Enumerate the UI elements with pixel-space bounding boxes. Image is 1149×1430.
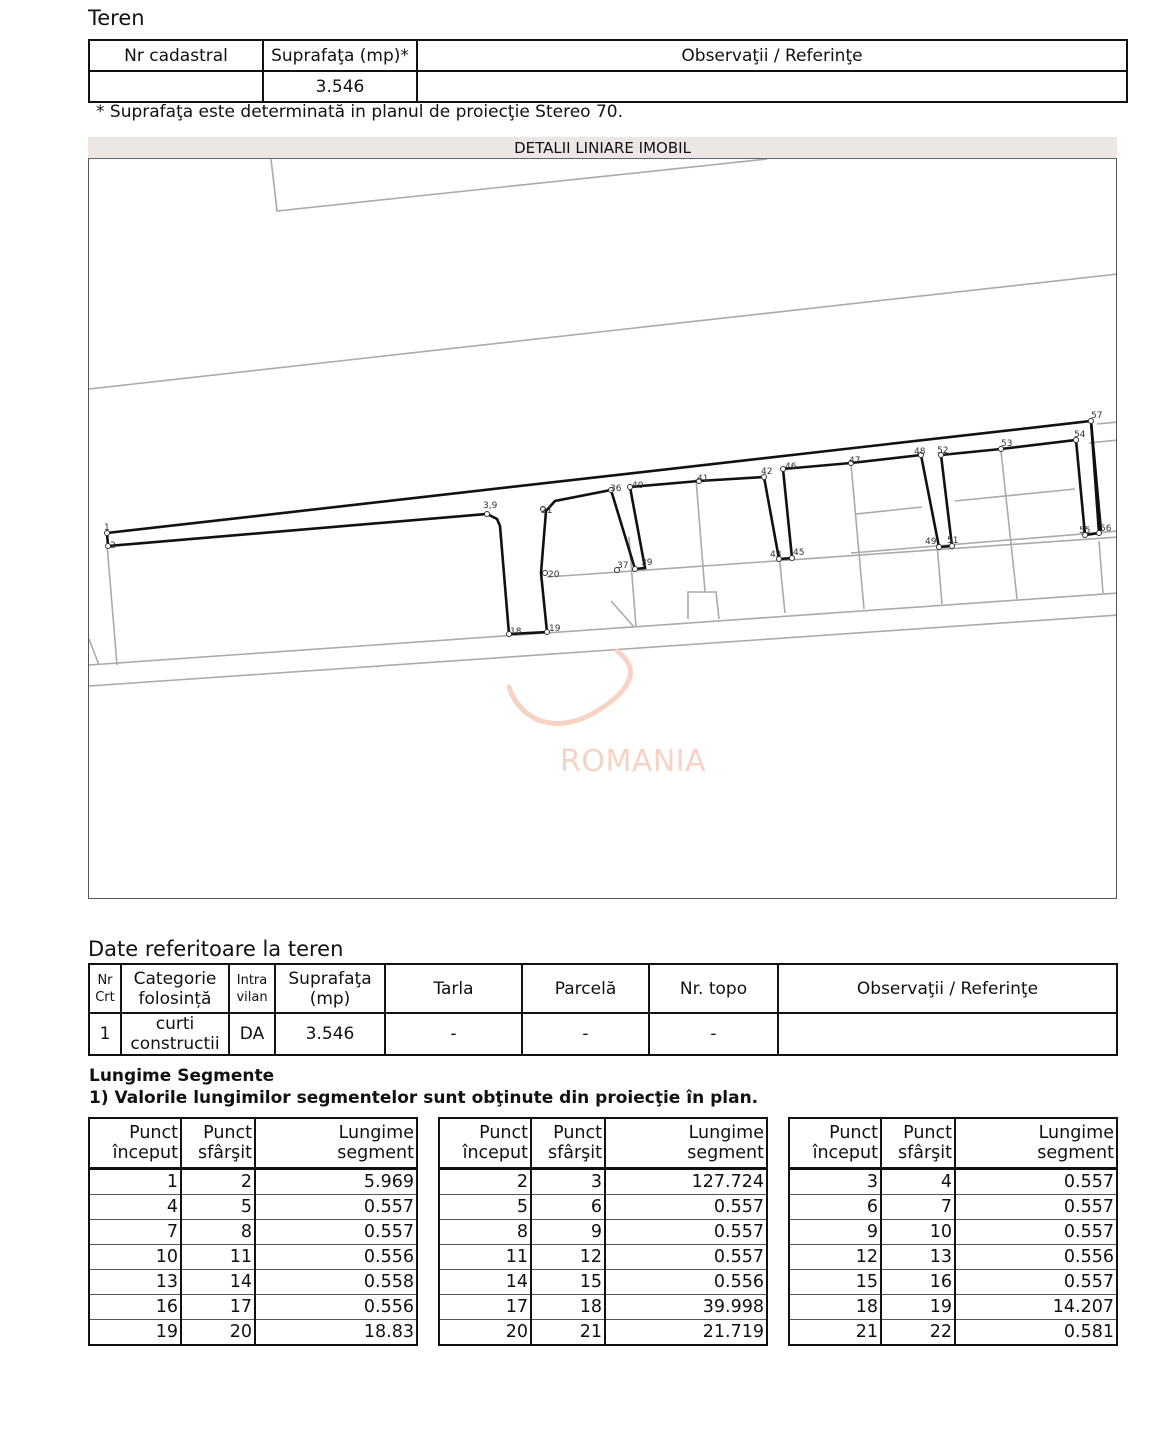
cell-punct-sfarsit: 16 bbox=[881, 1270, 955, 1295]
segment-row bbox=[789, 1220, 1117, 1245]
cell-categorie-line2: constructii bbox=[130, 1034, 220, 1054]
vertex-marker bbox=[937, 545, 942, 550]
segment-row bbox=[89, 1245, 417, 1270]
cell-punct-sfarsit: 15 bbox=[531, 1270, 605, 1295]
cell-punct-inceput: 5 bbox=[439, 1195, 531, 1220]
header-suprafata-line1: Suprafaţa bbox=[288, 968, 372, 989]
point-label: 52 bbox=[937, 446, 949, 456]
cell-punct-inceput: 21 bbox=[789, 1320, 881, 1346]
cell-punct-sfarsit: 12 bbox=[531, 1245, 605, 1270]
point-label: 53 bbox=[1001, 439, 1013, 449]
cell-lungime-segment: 0.558 bbox=[255, 1270, 417, 1295]
inner-line bbox=[937, 544, 942, 604]
cell-punct-inceput: 11 bbox=[439, 1245, 531, 1270]
cell-punct-inceput: 18 bbox=[789, 1295, 881, 1320]
point-label: 55 bbox=[1079, 526, 1091, 536]
section-title-date-teren: Date referitoare la teren bbox=[88, 937, 344, 961]
cell-punct-inceput: 14 bbox=[439, 1270, 531, 1295]
header-text: Lungime bbox=[338, 1123, 414, 1143]
cell-lungime-segment: 0.557 bbox=[955, 1195, 1117, 1220]
header-punct-sfarsit bbox=[181, 1118, 255, 1169]
point-label: 37 bbox=[617, 561, 629, 571]
point-labels bbox=[104, 411, 1112, 637]
cell-lungime-segment: 39.998 bbox=[605, 1295, 767, 1320]
segment-row bbox=[789, 1195, 1117, 1220]
section-title-teren: Teren bbox=[88, 6, 145, 30]
cell-lungime-segment: 0.556 bbox=[255, 1245, 417, 1270]
segment-row bbox=[89, 1220, 417, 1245]
header-text: segment bbox=[1037, 1143, 1114, 1163]
road-line-lower-1 bbox=[89, 593, 1117, 665]
header-intravilan bbox=[229, 964, 275, 1013]
cell-punct-inceput: 16 bbox=[89, 1295, 181, 1320]
cell-observatii-referinte bbox=[778, 1013, 1117, 1055]
cell-punct-sfarsit: 14 bbox=[181, 1270, 255, 1295]
header-text: sfârşit bbox=[547, 1143, 602, 1163]
header-lungime-segment bbox=[955, 1118, 1117, 1169]
point-label: 21 bbox=[541, 506, 553, 516]
header-text: segment bbox=[337, 1143, 414, 1163]
segment-row bbox=[789, 1169, 1117, 1195]
inner-line bbox=[779, 554, 785, 613]
segment-row bbox=[789, 1270, 1117, 1295]
cell-nr-topo: - bbox=[649, 1013, 778, 1055]
header-text: Lungime bbox=[1038, 1123, 1114, 1143]
inner-line bbox=[856, 507, 922, 514]
map-header: DETALII LINIARE IMOBIL bbox=[88, 137, 1117, 160]
cell-punct-sfarsit: 20 bbox=[181, 1320, 255, 1346]
cell-lungime-segment: 5.969 bbox=[255, 1169, 417, 1195]
cell-punct-inceput: 20 bbox=[439, 1320, 531, 1346]
segment-row bbox=[439, 1220, 767, 1245]
teren-table bbox=[88, 39, 1128, 103]
left-boundary-line bbox=[107, 544, 117, 665]
header-categorie bbox=[121, 964, 229, 1013]
cell-punct-inceput: 4 bbox=[89, 1195, 181, 1220]
cell-punct-inceput: 8 bbox=[439, 1220, 531, 1245]
cell-tarla: - bbox=[385, 1013, 522, 1055]
segment-row bbox=[789, 1245, 1117, 1270]
cell-punct-inceput: 12 bbox=[789, 1245, 881, 1270]
header-text: segment bbox=[687, 1143, 764, 1163]
cell-suprafata-mp: 3.546 bbox=[275, 1013, 385, 1055]
date-teren-table bbox=[88, 963, 1118, 1056]
point-label: 36 bbox=[610, 484, 622, 494]
header-text: început bbox=[812, 1143, 878, 1163]
inner-line bbox=[955, 489, 1075, 501]
projection-note: * Suprafaţa este determinată in planul de proiecţie Stereo 70. bbox=[96, 102, 624, 122]
cell-punct-sfarsit: 6 bbox=[531, 1195, 605, 1220]
segment-row bbox=[439, 1195, 767, 1220]
left-diagonal-line bbox=[89, 639, 99, 665]
inner-line bbox=[696, 479, 705, 592]
cell-punct-sfarsit: 19 bbox=[881, 1295, 955, 1320]
point-label: 3,9 bbox=[483, 501, 498, 511]
header-parcela: Parcelă bbox=[522, 964, 649, 1013]
vertex-markers bbox=[105, 419, 1102, 637]
cell-punct-sfarsit: 10 bbox=[881, 1220, 955, 1245]
teren-row bbox=[89, 71, 1127, 102]
section-title-lungime-segmente: Lungime Segmente bbox=[89, 1066, 275, 1086]
segment-header-row bbox=[439, 1118, 767, 1169]
segment-table-1 bbox=[88, 1117, 418, 1346]
header-text: Punct bbox=[479, 1123, 528, 1143]
cell-lungime-segment: 0.557 bbox=[955, 1169, 1117, 1195]
segment-row bbox=[89, 1320, 417, 1346]
cell-punct-sfarsit: 13 bbox=[881, 1245, 955, 1270]
cell-punct-inceput: 2 bbox=[439, 1169, 531, 1195]
point-label: 49 bbox=[925, 537, 937, 547]
point-label: 18 bbox=[510, 627, 522, 637]
outer-boundary bbox=[107, 421, 1101, 533]
cell-categorie-line1: curti bbox=[155, 1014, 195, 1034]
cell-punct-inceput: 15 bbox=[789, 1270, 881, 1295]
segment-row bbox=[789, 1295, 1117, 1320]
point-label: 40 bbox=[632, 481, 644, 491]
point-label: 2 bbox=[110, 541, 116, 551]
header-nr-crt bbox=[89, 964, 121, 1013]
header-punct-inceput bbox=[439, 1118, 531, 1169]
segment-row bbox=[439, 1295, 767, 1320]
header-text: început bbox=[462, 1143, 528, 1163]
cell-punct-inceput: 6 bbox=[789, 1195, 881, 1220]
header-intravilan-line2: vilan bbox=[236, 989, 268, 1005]
cell-lungime-segment: 0.581 bbox=[955, 1320, 1117, 1346]
lungime-note: 1) Valorile lungimilor segmentelor sunt obţinute din proiecţie în plan. bbox=[89, 1088, 759, 1108]
segment-row bbox=[89, 1270, 417, 1295]
teren-header-row bbox=[89, 40, 1127, 71]
cell-punct-inceput: 13 bbox=[89, 1270, 181, 1295]
cell-punct-sfarsit: 4 bbox=[881, 1169, 955, 1195]
point-label: 1 bbox=[104, 523, 110, 533]
cell-punct-inceput: 17 bbox=[439, 1295, 531, 1320]
segment-header-row bbox=[89, 1118, 417, 1169]
cell-lungime-segment: 0.556 bbox=[605, 1270, 767, 1295]
segment-row bbox=[439, 1169, 767, 1195]
point-label: 41 bbox=[697, 474, 709, 484]
point-label: 51 bbox=[947, 536, 959, 546]
point-label: 57 bbox=[1091, 411, 1103, 421]
watermark-swoosh bbox=[509, 651, 631, 723]
cell-punct-sfarsit: 5 bbox=[181, 1195, 255, 1220]
point-label: 54 bbox=[1074, 430, 1086, 440]
cell-lungime-segment: 0.557 bbox=[605, 1245, 767, 1270]
cell-punct-inceput: 1 bbox=[89, 1169, 181, 1195]
segment-table-3 bbox=[788, 1117, 1118, 1346]
cell-lungime-segment: 0.557 bbox=[955, 1270, 1117, 1295]
header-lungime-segment bbox=[605, 1118, 767, 1169]
point-label: 39 bbox=[641, 558, 653, 568]
cell-lungime-segment: 0.557 bbox=[255, 1220, 417, 1245]
header-nr-crt-line2: Crt bbox=[95, 989, 115, 1005]
cell-lungime-segment: 0.556 bbox=[255, 1295, 417, 1320]
cell-punct-sfarsit: 7 bbox=[881, 1195, 955, 1220]
point-label: 19 bbox=[549, 624, 561, 634]
point-label: 47 bbox=[849, 456, 861, 466]
cell-nr-crt: 1 bbox=[89, 1013, 121, 1055]
small-building bbox=[688, 592, 719, 619]
cell-observatii bbox=[417, 71, 1127, 102]
vertex-marker bbox=[633, 567, 638, 572]
header-observatii: Observaţii / Referinţe bbox=[417, 40, 1127, 71]
point-label: 48 bbox=[914, 447, 926, 457]
cell-lungime-segment: 21.719 bbox=[605, 1320, 767, 1346]
point-label: 56 bbox=[1100, 524, 1112, 534]
cell-punct-inceput: 9 bbox=[789, 1220, 881, 1245]
cell-punct-sfarsit: 8 bbox=[181, 1220, 255, 1245]
header-nr-crt-line1: Nr bbox=[97, 972, 113, 988]
inner-line bbox=[851, 464, 864, 609]
neighbour-parcel-line bbox=[271, 159, 767, 211]
date-teren-row bbox=[89, 1013, 1117, 1055]
cell-punct-sfarsit: 2 bbox=[181, 1169, 255, 1195]
segment-header-row bbox=[789, 1118, 1117, 1169]
header-lungime-segment bbox=[255, 1118, 417, 1169]
cell-punct-inceput: 7 bbox=[89, 1220, 181, 1245]
segment-row bbox=[89, 1169, 417, 1195]
road-line-upper bbox=[89, 274, 1117, 389]
header-punct-inceput bbox=[789, 1118, 881, 1169]
header-text: sfârşit bbox=[197, 1143, 252, 1163]
cell-punct-sfarsit: 3 bbox=[531, 1169, 605, 1195]
parcel-boundary bbox=[107, 421, 1101, 634]
inner-line bbox=[851, 531, 1117, 553]
segment-2-18 bbox=[108, 421, 1099, 634]
inner-line bbox=[1001, 451, 1017, 599]
point-label: 42 bbox=[761, 467, 773, 477]
cell-intravilan: DA bbox=[229, 1013, 275, 1055]
header-punct-sfarsit bbox=[881, 1118, 955, 1169]
header-text: Punct bbox=[203, 1123, 252, 1143]
vertex-marker bbox=[485, 512, 490, 517]
segment-row bbox=[439, 1245, 767, 1270]
segment-row bbox=[89, 1195, 417, 1220]
cell-suprafata: 3.546 bbox=[263, 71, 417, 102]
header-tarla: Tarla bbox=[385, 964, 522, 1013]
road-line-lower-2 bbox=[89, 615, 1117, 686]
watermark-text: ROMANIA bbox=[560, 744, 707, 779]
point-label: 43 bbox=[770, 550, 782, 560]
header-observatii-referinte: Observaţii / Referinţe bbox=[778, 964, 1117, 1013]
cell-punct-inceput: 10 bbox=[89, 1245, 181, 1270]
cell-lungime-segment: 127.724 bbox=[605, 1169, 767, 1195]
segment-row bbox=[439, 1270, 767, 1295]
map-drawing bbox=[89, 159, 1117, 899]
header-text: Punct bbox=[129, 1123, 178, 1143]
inner-line bbox=[611, 601, 634, 627]
header-text: Lungime bbox=[688, 1123, 764, 1143]
header-suprafata-mp bbox=[275, 964, 385, 1013]
header-nr-topo: Nr. topo bbox=[649, 964, 778, 1013]
header-intravilan-line1: Intra bbox=[236, 972, 268, 988]
cell-punct-sfarsit: 17 bbox=[181, 1295, 255, 1320]
context-lines bbox=[89, 159, 1117, 686]
cell-lungime-segment: 0.557 bbox=[605, 1195, 767, 1220]
header-punct-sfarsit bbox=[531, 1118, 605, 1169]
header-suprafata: Suprafaţa (mp)* bbox=[263, 40, 417, 71]
point-label: 20 bbox=[548, 570, 560, 580]
cell-lungime-segment: 18.83 bbox=[255, 1320, 417, 1346]
cell-parcela: - bbox=[522, 1013, 649, 1055]
date-teren-header-row bbox=[89, 964, 1117, 1013]
segment-table-2 bbox=[438, 1117, 768, 1346]
header-categorie-line2: folosință bbox=[138, 988, 212, 1009]
point-label: 45 bbox=[793, 548, 805, 558]
cell-punct-sfarsit: 21 bbox=[531, 1320, 605, 1346]
cell-nr-cadastral bbox=[89, 71, 263, 102]
cell-punct-inceput: 3 bbox=[789, 1169, 881, 1195]
header-text: Punct bbox=[829, 1123, 878, 1143]
cell-punct-sfarsit: 18 bbox=[531, 1295, 605, 1320]
cell-punct-sfarsit: 9 bbox=[531, 1220, 605, 1245]
segment-row bbox=[789, 1320, 1117, 1346]
header-nr-cadastral: Nr cadastral bbox=[89, 40, 263, 71]
vertex-marker bbox=[543, 571, 548, 576]
segment-row bbox=[89, 1295, 417, 1320]
cell-punct-inceput: 19 bbox=[89, 1320, 181, 1346]
point-label: 46 bbox=[785, 462, 797, 472]
cadastral-map bbox=[88, 159, 1117, 899]
segment-row bbox=[439, 1320, 767, 1346]
header-text: sfârşit bbox=[897, 1143, 952, 1163]
inner-line bbox=[1099, 541, 1103, 593]
inner-line bbox=[1097, 422, 1117, 424]
cell-punct-sfarsit: 22 bbox=[881, 1320, 955, 1346]
header-suprafata-line2: (mp) bbox=[309, 988, 351, 1009]
header-categorie-line1: Categorie bbox=[133, 968, 217, 989]
header-text: Punct bbox=[553, 1123, 602, 1143]
cell-lungime-segment: 0.557 bbox=[605, 1220, 767, 1245]
cell-lungime-segment: 0.556 bbox=[955, 1245, 1117, 1270]
header-text: început bbox=[112, 1143, 178, 1163]
cell-lungime-segment: 0.557 bbox=[255, 1195, 417, 1220]
header-punct-inceput bbox=[89, 1118, 181, 1169]
cell-lungime-segment: 0.557 bbox=[955, 1220, 1117, 1245]
cell-punct-sfarsit: 11 bbox=[181, 1245, 255, 1270]
cell-categorie bbox=[121, 1013, 229, 1055]
header-text: Punct bbox=[903, 1123, 952, 1143]
cell-lungime-segment: 14.207 bbox=[955, 1295, 1117, 1320]
